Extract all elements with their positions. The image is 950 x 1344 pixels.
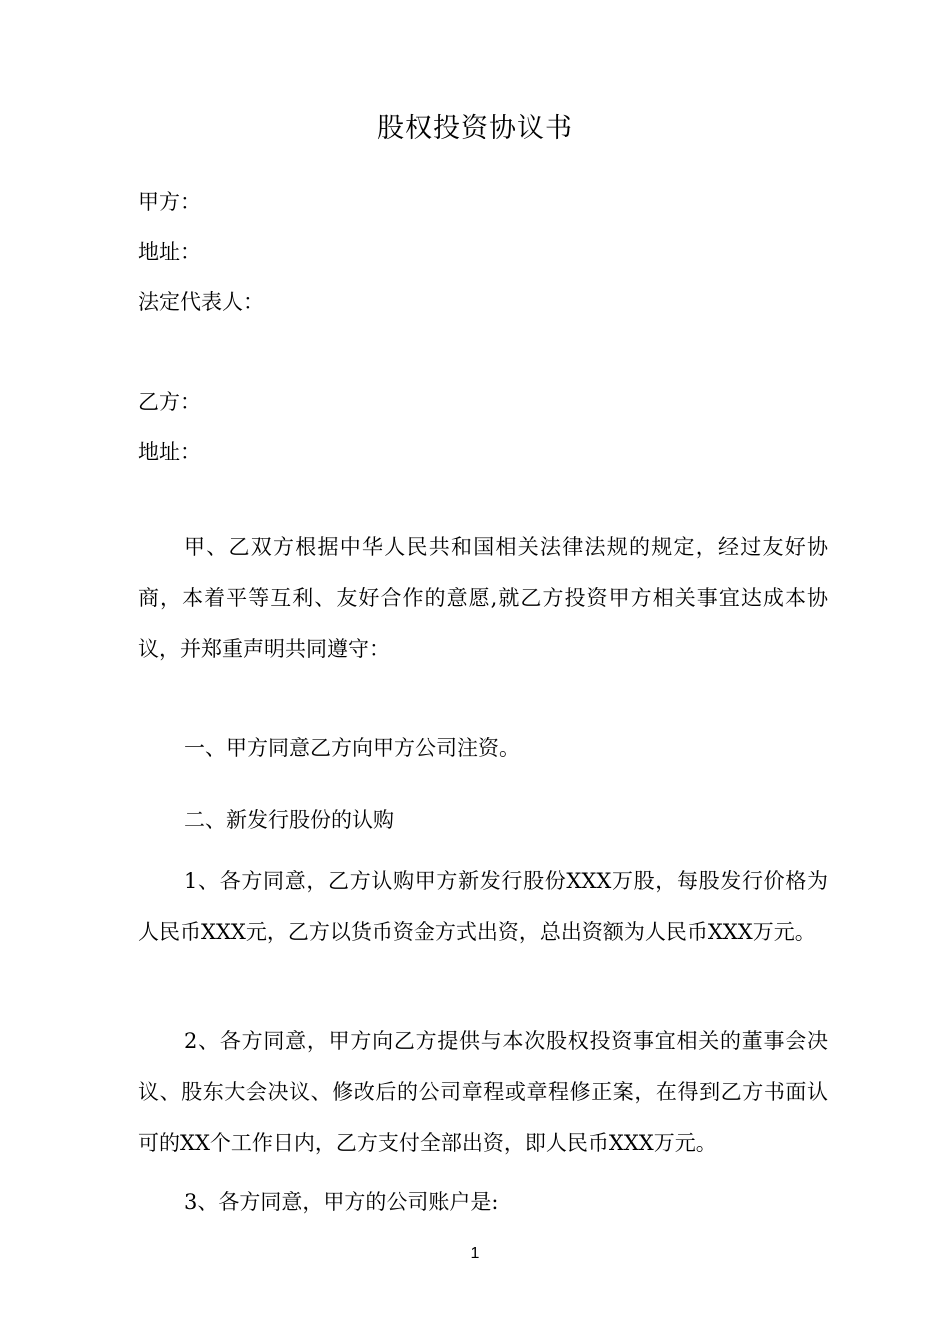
document-title: 股权投资协议书: [377, 113, 573, 144]
page-number: 1: [470, 1245, 480, 1262]
party-b-address-label: 地址：: [138, 440, 201, 464]
section-1-text: 一、甲方同意乙方向甲方公司注资。: [184, 736, 520, 760]
preamble-paragraph: 甲、乙双方根据中华人民共和国相关法律法规的规定，经过友好协商，本着平等互利、友好合作的意愿,就乙方投资甲方相关事宜达成本协议，并郑重声明共同遵守：: [138, 535, 828, 661]
clause-2-paragraph: 2、各方同意，甲方向乙方提供与本次股权投资事宜相关的董事会决议、股东大会决议、修改后的公司章程或章程修正案，在得到乙方书面认可的XX个工作日内，乙方支付全部出资，即人民币XXX万元。: [138, 1029, 828, 1155]
party-a-label: 甲方：: [138, 190, 201, 214]
clause-1-paragraph: 1、各方同意，乙方认购甲方新发行股份XXX万股，每股发行价格为人民币XXX元，乙方以货币资金方式出资，总出资额为人民币XXX万元。: [138, 869, 828, 944]
party-a-representative-label: 法定代表人：: [138, 290, 264, 314]
party-b-label: 乙方：: [138, 390, 201, 414]
clause-3-text: 3、各方同意，甲方的公司账户是:: [184, 1190, 499, 1214]
section-2-heading: 二、新发行股份的认购: [184, 808, 394, 832]
party-a-address-label: 地址：: [138, 240, 201, 264]
